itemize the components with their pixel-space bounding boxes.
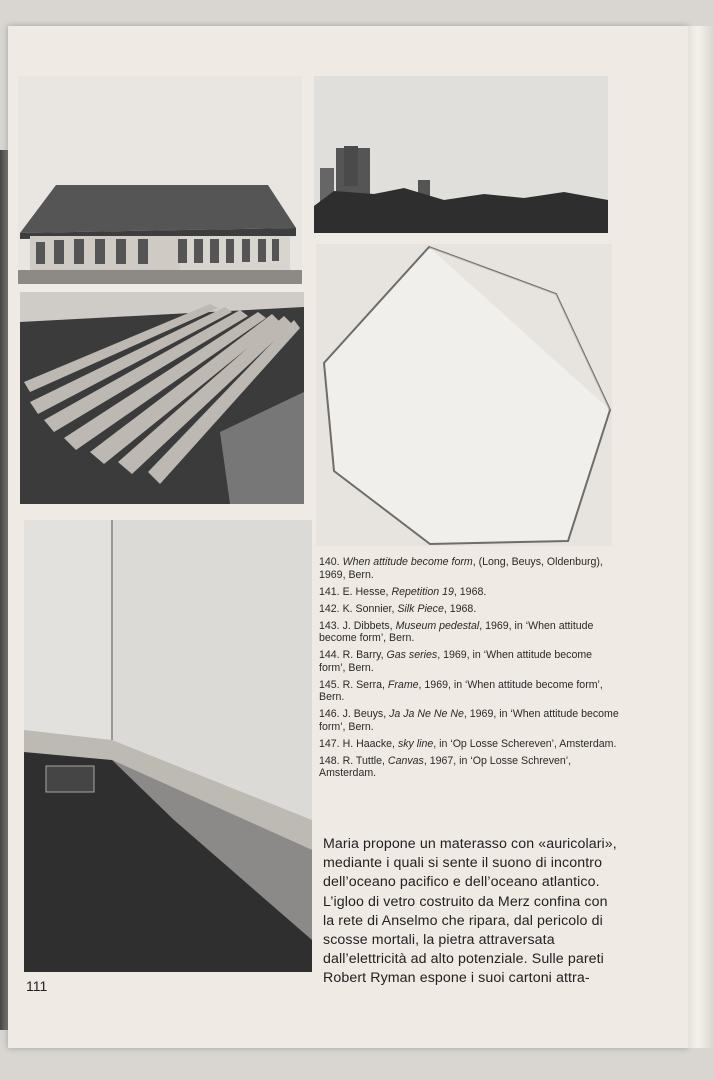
caption-146: 146. J. Beuys, Ja Ja Ne Ne Ne, 1969, in ‘When attitude become form’, Bern. [319,708,619,733]
caption-147: 147. H. Haacke, sky line, in ‘Op Losse Schereven’, Amsterdam. [319,737,617,750]
caption-144: 144. R. Barry, Gas series, 1969, in ‘When attitude become form’, Bern. [319,649,593,674]
body-text [323,835,619,989]
haacke-sky-line-photo [314,76,608,233]
caption-141: 141. E. Hesse, Repetition 19, 1968. [319,585,487,598]
body-paragraph-2: L’igloo di vetro costruito da Merz confina con la rete di Anselmo che ripara, dal pericolo di scosse mortali, la pietra attraversata dall’elettricità ad alto potenziale. Sulle pareti Robert Ryman espone i suoi cartoni attra- [323,893,608,987]
caption-142: 142. K. Sonnier, Silk Piece, 1968. [319,602,477,615]
caption-list [319,556,619,784]
caption-143: 143. J. Dibbets, Museum pedestal, 1969, in ‘When attitude become form’, Bern. [319,619,594,645]
caption-148: 148. R. Tuttle, Canvas, 1967, in ‘Op Losse Schreven’, Amsterdam. [319,754,572,780]
caption-140: 140. When attitude become form, (Long, Beuys, Oldenburg), 1969, Bern. [319,556,603,581]
page-number: 111 [26,978,48,994]
dibbets-museum-pedestal-photo [24,520,312,972]
when-attitude-photo [18,76,302,284]
hesse-repetition-photo [20,292,304,504]
caption-145: 145. R. Serra, Frame, 1969, in ‘When attitude become form’, Bern. [319,678,603,704]
sonnier-silk-piece-photo [316,244,612,546]
body-paragraph-1: Maria propone un materasso con «auricolari», mediante i quali si sente il suono di incontro dell’oceano pacifico e dell’oceano atlantico. [323,836,617,891]
page-edge [688,26,713,1048]
